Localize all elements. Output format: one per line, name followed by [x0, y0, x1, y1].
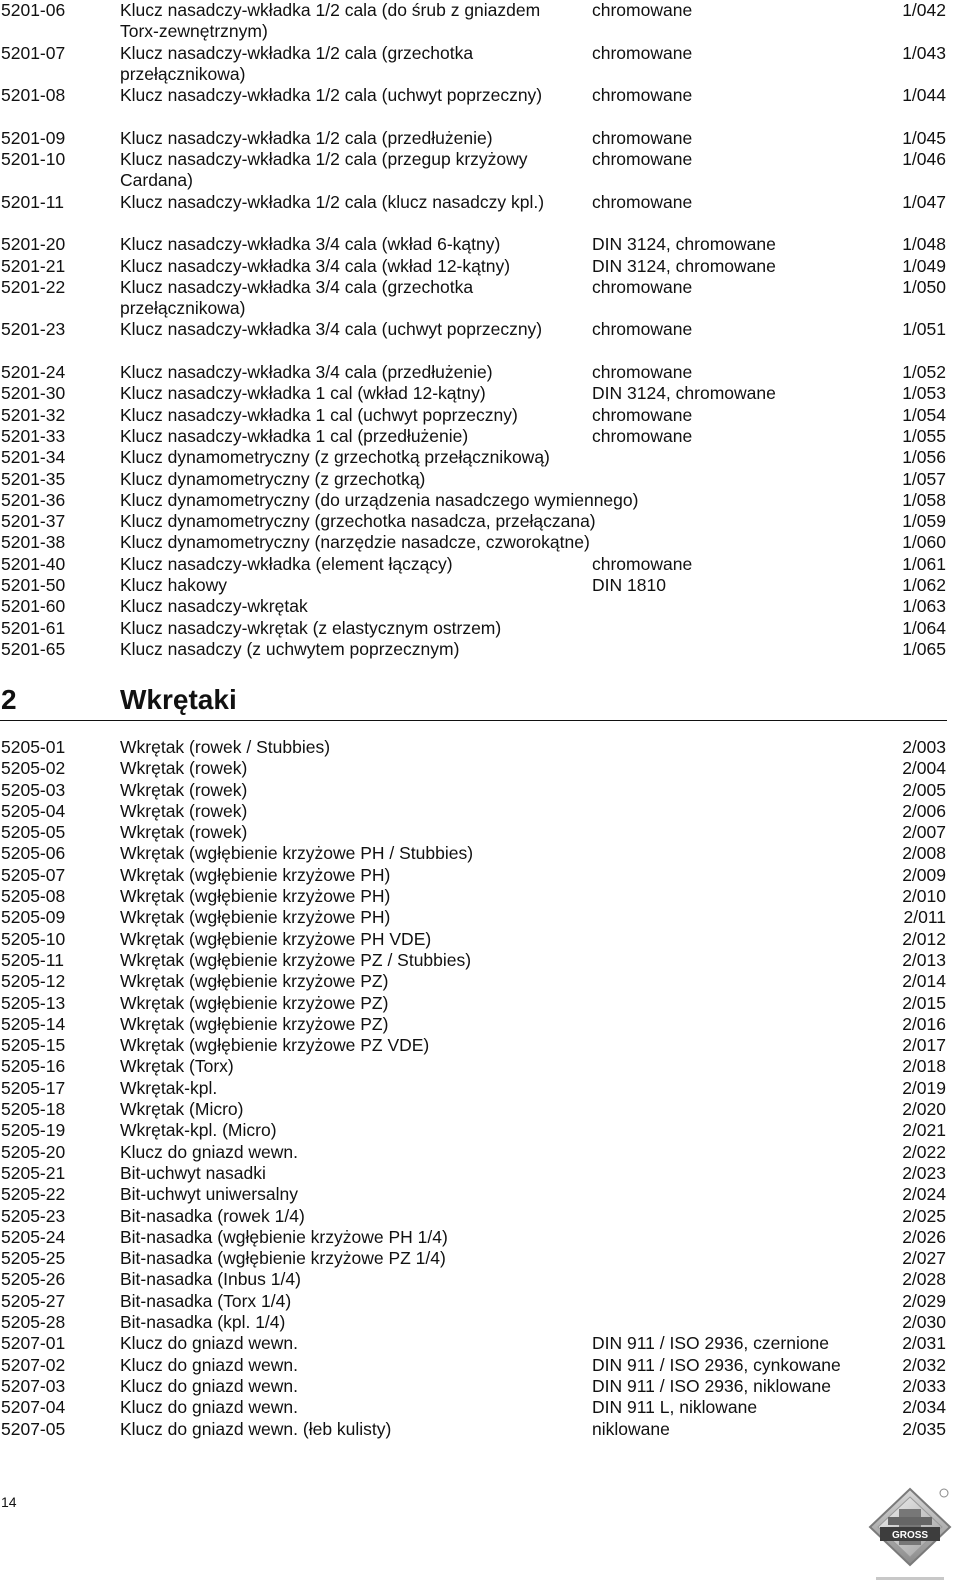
item-page-ref: 2/029 [902, 1290, 946, 1311]
list-item [0, 993, 958, 1014]
item-page-ref: 2/019 [902, 1077, 946, 1098]
list-item [0, 532, 958, 553]
item-description: Wkrętak (wgłębienie krzyżowe PH / Stubbies) [120, 843, 474, 864]
item-description: Klucz nasadczy-wkładka 1/2 cala (przegup krzyżowy Cardana) [120, 149, 528, 191]
list-item [0, 596, 958, 617]
item-description: Bit-nasadka (wgłębienie krzyżowe PZ 1/4) [120, 1248, 446, 1269]
section-1-list [0, 0, 958, 660]
item-description: Wkrętak (Torx) [120, 1056, 234, 1077]
item-page-ref: 2/024 [902, 1184, 946, 1205]
item-description: Klucz dynamometryczny (z grzechotką) [120, 468, 426, 489]
item-page-ref: 2/034 [902, 1397, 946, 1418]
item-description: Klucz nasadczy-wkładka 3/4 cala (grzechotka przełącznikowa) [120, 276, 474, 319]
item-code: 5201-21 [1, 255, 66, 276]
item-material: DIN 3124, chromowane [592, 383, 776, 404]
list-item [0, 1248, 958, 1269]
item-material: chromowane [592, 0, 693, 20]
list-item [0, 447, 958, 468]
item-description: Klucz do gniazd wewn. [120, 1397, 299, 1418]
item-code: 5207-03 [1, 1375, 66, 1396]
item-page-ref: 2/032 [902, 1354, 946, 1375]
item-description: Bit-nasadka (kpl. 1/4) [120, 1312, 286, 1333]
item-description: Wkrętak (wgłębienie krzyżowe PZ) [120, 1013, 389, 1034]
item-code: 5201-30 [1, 383, 66, 404]
item-code: 5201-34 [1, 447, 66, 468]
list-item [0, 426, 958, 447]
item-material: chromowane [592, 276, 693, 297]
item-description: Wkrętak (rowek) [120, 822, 248, 843]
item-page-ref: 2/027 [902, 1248, 946, 1269]
section-header [0, 680, 947, 721]
item-material: niklowane [592, 1418, 670, 1439]
list-item [0, 618, 958, 639]
item-code: 5201-36 [1, 489, 66, 510]
item-description: Klucz do gniazd wewn. [120, 1141, 299, 1162]
item-page-ref: 2/016 [902, 1013, 946, 1034]
item-page-ref: 1/046 [902, 149, 946, 170]
item-description: Klucz dynamometryczny (grzechotka nasadcza, przełączana) [120, 511, 596, 532]
item-page-ref: 1/058 [902, 489, 946, 510]
list-item [0, 1184, 958, 1205]
item-description: Klucz nasadczy-wkładka 3/4 cala (wkład 12-kątny) [120, 255, 511, 276]
item-code: 5205-17 [1, 1077, 66, 1098]
list-item [0, 554, 958, 575]
item-description: Klucz nasadczy-wkładka 1/2 cala (grzechotka przełącznikowa) [120, 42, 474, 84]
item-material: chromowane [592, 85, 693, 106]
item-page-ref: 1/051 [902, 319, 946, 340]
item-description: Klucz nasadczy-wkładka (element łączący) [120, 553, 453, 574]
page-number: 14 [1, 1494, 17, 1510]
list-item [0, 1397, 958, 1418]
item-description: Wkrętak (rowek) [120, 758, 248, 779]
item-material: chromowane [592, 404, 693, 425]
item-description: Klucz nasadczy-wkrętak (z elastycznym ostrzem) [120, 617, 502, 638]
item-material: DIN 911 / ISO 2936, niklowane [592, 1375, 831, 1396]
gross-logo [862, 1485, 958, 1586]
list-item [0, 929, 958, 950]
item-page-ref: 1/063 [902, 596, 946, 617]
item-page-ref: 2/022 [902, 1141, 946, 1162]
item-page-ref: 1/044 [902, 85, 946, 106]
item-description: Wkrętak-kpl. [120, 1077, 218, 1098]
item-material: chromowane [592, 191, 693, 212]
item-description: Wkrętak (wgłębienie krzyżowe PZ VDE) [120, 1035, 430, 1056]
item-description: Klucz dynamometryczny (do urządzenia nasadczego wymiennego) [120, 489, 639, 510]
item-page-ref: 2/003 [902, 737, 946, 757]
item-page-ref: 1/059 [902, 511, 946, 532]
item-code: 5205-03 [1, 779, 66, 800]
item-code: 5201-65 [1, 638, 66, 659]
item-code: 5201-61 [1, 617, 66, 638]
item-description: Bit-nasadka (Inbus 1/4) [120, 1269, 301, 1290]
item-description: Wkrętak (Micro) [120, 1099, 244, 1120]
item-description: Klucz do gniazd wewn. [120, 1354, 299, 1375]
item-code: 5205-01 [1, 737, 66, 757]
item-description: Klucz nasadczy-wkładka 1/2 cala (uchwyt poprzeczny) [120, 85, 543, 106]
item-code: 5201-38 [1, 532, 66, 553]
item-code: 5205-09 [1, 907, 66, 928]
item-page-ref: 1/045 [902, 127, 946, 148]
item-code: 5205-28 [1, 1312, 66, 1333]
item-page-ref: 2/026 [902, 1226, 946, 1247]
list-item [0, 1142, 958, 1163]
item-page-ref: 2/007 [902, 822, 946, 843]
list-item [0, 1376, 958, 1397]
item-code: 5201-22 [1, 276, 66, 297]
section-number: 2 [1, 684, 17, 715]
item-material: DIN 911 / ISO 2936, czernione [592, 1333, 830, 1354]
item-description: Wkrętak (rowek) [120, 779, 248, 800]
item-page-ref: 1/050 [902, 276, 946, 297]
item-page-ref: 2/031 [902, 1333, 946, 1354]
list-item [0, 780, 958, 801]
list-item [0, 758, 958, 779]
item-code: 5201-40 [1, 553, 66, 574]
item-code: 5201-09 [1, 127, 66, 148]
item-page-ref: 1/055 [902, 425, 946, 446]
item-code: 5205-04 [1, 800, 66, 821]
list-item [0, 1099, 958, 1120]
list-item [0, 822, 958, 843]
item-page-ref: 2/008 [902, 843, 946, 864]
item-page-ref: 1/054 [902, 404, 946, 425]
list-item [0, 1206, 958, 1227]
list-item [0, 128, 958, 149]
item-code: 5205-25 [1, 1248, 66, 1269]
item-material: DIN 3124, chromowane [592, 255, 776, 276]
item-description: Bit-nasadka (Torx 1/4) [120, 1290, 292, 1311]
item-code: 5205-14 [1, 1013, 66, 1034]
item-code: 5201-35 [1, 468, 66, 489]
item-description: Klucz do gniazd wewn. [120, 1333, 299, 1354]
item-code: 5201-37 [1, 511, 66, 532]
item-page-ref: 2/013 [902, 949, 946, 970]
item-page-ref: 1/060 [902, 532, 946, 553]
item-page-ref: 1/049 [902, 255, 946, 276]
list-item [0, 256, 958, 277]
list-item [0, 737, 958, 758]
item-page-ref: 1/053 [902, 383, 946, 404]
section-title: Wkrętaki [120, 684, 237, 715]
item-page-ref: 2/017 [902, 1035, 946, 1056]
item-code: 5201-07 [1, 42, 66, 63]
list-item [0, 1227, 958, 1248]
item-code: 5205-08 [1, 886, 66, 907]
item-description: Klucz nasadczy-wkładka 1/2 cala (do śrub z gniazdem Torx-zewnętrznym) [120, 0, 541, 42]
item-page-ref: 1/047 [902, 191, 946, 212]
item-code: 5205-18 [1, 1099, 66, 1120]
list-item [0, 1333, 958, 1354]
item-page-ref: 1/062 [902, 575, 946, 596]
item-description: Bit-uchwyt uniwersalny [120, 1184, 298, 1205]
item-material: chromowane [592, 42, 693, 63]
item-material: chromowane [592, 553, 693, 574]
item-code: 5201-11 [1, 191, 64, 212]
list-item [0, 383, 958, 404]
item-code: 5205-05 [1, 822, 66, 843]
item-code: 5207-01 [1, 1333, 66, 1354]
item-description: Wkrętak (wgłębienie krzyżowe PH VDE) [120, 928, 432, 949]
item-description: Klucz nasadczy-wkładka 1 cal (wkład 12-kątny) [120, 383, 486, 404]
item-page-ref: 1/061 [902, 553, 946, 574]
list-item [0, 907, 958, 928]
item-material: chromowane [592, 149, 693, 170]
list-item [0, 192, 958, 235]
item-description: Klucz do gniazd wewn. [120, 1375, 299, 1396]
item-code: 5205-06 [1, 843, 66, 864]
item-code: 5205-16 [1, 1056, 66, 1077]
list-item [0, 1419, 958, 1440]
item-page-ref: 2/014 [902, 971, 946, 992]
list-item [0, 1355, 958, 1376]
item-code: 5201-50 [1, 575, 66, 596]
item-material: chromowane [592, 319, 693, 340]
item-description: Klucz do gniazd wewn. (łeb kulisty) [120, 1418, 392, 1439]
item-description: Klucz nasadczy-wkrętak [120, 596, 308, 617]
list-item [0, 0, 958, 43]
list-item [0, 950, 958, 971]
item-page-ref: 2/012 [902, 928, 946, 949]
list-item [0, 575, 958, 596]
item-page-ref: 1/048 [902, 234, 946, 255]
item-code: 5201-08 [1, 85, 66, 106]
item-code: 5205-21 [1, 1162, 66, 1183]
item-code: 5205-23 [1, 1205, 66, 1226]
item-code: 5201-32 [1, 404, 66, 425]
list-item [0, 43, 958, 86]
list-item [0, 1291, 958, 1312]
item-code: 5201-06 [1, 0, 66, 20]
gross-logo-icon [862, 1485, 958, 1586]
item-description: Klucz nasadczy-wkładka 3/4 cala (wkład 6-kątny) [120, 234, 501, 255]
item-page-ref: 2/005 [902, 779, 946, 800]
item-page-ref: 2/009 [902, 864, 946, 885]
list-item [0, 886, 958, 907]
item-code: 5201-33 [1, 425, 66, 446]
item-description: Klucz nasadczy (z uchwytem poprzecznym) [120, 638, 460, 659]
list-item [0, 1269, 958, 1290]
list-item [0, 469, 958, 490]
list-item [0, 1035, 958, 1056]
item-code: 5207-05 [1, 1418, 66, 1439]
item-page-ref: 1/042 [902, 0, 946, 20]
item-description: Klucz hakowy [120, 575, 227, 596]
list-item [0, 801, 958, 822]
item-description: Wkrętak (wgłębienie krzyżowe PZ) [120, 971, 389, 992]
item-code: 5201-10 [1, 149, 66, 170]
item-material: chromowane [592, 127, 693, 148]
logo-text: GROSS [891, 1530, 929, 1541]
item-description: Wkrętak (wgłębienie krzyżowe PZ) [120, 992, 389, 1013]
list-item [0, 843, 958, 864]
item-code: 5205-10 [1, 928, 66, 949]
list-item [0, 971, 958, 992]
list-item [0, 1056, 958, 1077]
item-description: Klucz nasadczy-wkładka 1/2 cala (klucz nasadczy kpl.) [120, 191, 545, 212]
item-code: 5205-22 [1, 1184, 66, 1205]
item-code: 5205-24 [1, 1226, 66, 1247]
item-code: 5205-12 [1, 971, 66, 992]
item-code: 5201-60 [1, 596, 66, 617]
item-material: DIN 911 L, niklowane [592, 1397, 758, 1418]
item-description: Wkrętak-kpl. (Micro) [120, 1120, 277, 1141]
list-item [0, 490, 958, 511]
list-item [0, 1163, 958, 1184]
item-code: 5205-19 [1, 1120, 66, 1141]
list-item [0, 277, 958, 320]
item-description: Wkrętak (wgłębienie krzyżowe PH) [120, 864, 391, 885]
item-page-ref: 2/028 [902, 1269, 946, 1290]
list-item [0, 1120, 958, 1141]
item-page-ref: 1/056 [902, 447, 946, 468]
item-page-ref: 2/018 [902, 1056, 946, 1077]
item-code: 5205-13 [1, 992, 66, 1013]
list-item [0, 865, 958, 886]
list-item [0, 639, 958, 660]
item-material: DIN 1810 [592, 575, 666, 596]
item-code: 5205-11 [1, 949, 64, 970]
item-description: Wkrętak (rowek / Stubbies) [120, 737, 331, 757]
list-item [0, 511, 958, 532]
item-page-ref: 1/043 [902, 42, 946, 63]
item-description: Klucz dynamometryczny (narzędzie nasadcze, czworokątne) [120, 532, 590, 553]
item-page-ref: 2/010 [902, 886, 946, 907]
item-description: Wkrętak (wgłębienie krzyżowe PZ / Stubbies) [120, 949, 472, 970]
item-description: Klucz nasadczy-wkładka 1/2 cala (przedłużenie) [120, 127, 493, 148]
item-material: chromowane [592, 362, 693, 383]
list-item [0, 1014, 958, 1035]
item-code: 5201-24 [1, 362, 66, 383]
item-code: 5205-07 [1, 864, 66, 885]
item-code: 5201-23 [1, 319, 66, 340]
item-description: Wkrętak (wgłębienie krzyżowe PH) [120, 886, 391, 907]
item-code: 5207-04 [1, 1397, 66, 1418]
item-page-ref: 1/052 [902, 362, 946, 383]
item-description: Klucz nasadczy-wkładka 3/4 cala (przedłużenie) [120, 362, 493, 383]
list-item [0, 85, 958, 128]
list-item [0, 1078, 958, 1099]
item-description: Klucz nasadczy-wkładka 1 cal (uchwyt poprzeczny) [120, 404, 518, 425]
item-page-ref: 2/015 [902, 992, 946, 1013]
item-description: Bit-nasadka (rowek 1/4) [120, 1205, 305, 1226]
item-code: 5207-02 [1, 1354, 66, 1375]
item-page-ref: 1/064 [902, 617, 946, 638]
item-code: 5205-02 [1, 758, 66, 779]
list-item [0, 405, 958, 426]
item-description: Wkrętak (rowek) [120, 800, 248, 821]
item-material: chromowane [592, 425, 693, 446]
item-page-ref: 2/020 [902, 1099, 946, 1120]
item-code: 5205-15 [1, 1035, 66, 1056]
item-material: DIN 911 / ISO 2936, cynkowane [592, 1354, 841, 1375]
item-description: Wkrętak (wgłębienie krzyżowe PH) [120, 907, 391, 928]
item-code: 5205-20 [1, 1141, 66, 1162]
item-page-ref: 1/057 [902, 468, 946, 489]
list-item [0, 362, 958, 383]
item-description: Bit-uchwyt nasadki [120, 1162, 266, 1183]
item-page-ref: 2/011 [903, 907, 946, 928]
item-page-ref: 2/006 [902, 800, 946, 821]
item-description: Klucz nasadczy-wkładka 3/4 cala (uchwyt poprzeczny) [120, 319, 543, 340]
item-page-ref: 2/030 [902, 1312, 946, 1333]
section-2-list [0, 737, 958, 1440]
item-code: 5205-26 [1, 1269, 66, 1290]
item-page-ref: 2/021 [902, 1120, 946, 1141]
item-code: 5205-27 [1, 1290, 66, 1311]
item-code: 5201-20 [1, 234, 66, 255]
list-item [0, 149, 958, 192]
list-item [0, 319, 958, 362]
item-description: Bit-nasadka (wgłębienie krzyżowe PH 1/4) [120, 1226, 448, 1247]
item-material: DIN 3124, chromowane [592, 234, 776, 255]
item-page-ref: 2/033 [902, 1375, 946, 1396]
list-item [0, 1312, 958, 1333]
item-description: Klucz dynamometryczny (z grzechotką przełącznikową) [120, 447, 550, 468]
list-item [0, 234, 958, 255]
item-description: Klucz nasadczy-wkładka 1 cal (przedłużenie) [120, 425, 469, 446]
item-page-ref: 1/065 [902, 638, 946, 659]
item-page-ref: 2/035 [902, 1418, 946, 1439]
item-page-ref: 2/023 [902, 1162, 946, 1183]
item-page-ref: 2/025 [902, 1205, 946, 1226]
item-page-ref: 2/004 [902, 758, 946, 779]
